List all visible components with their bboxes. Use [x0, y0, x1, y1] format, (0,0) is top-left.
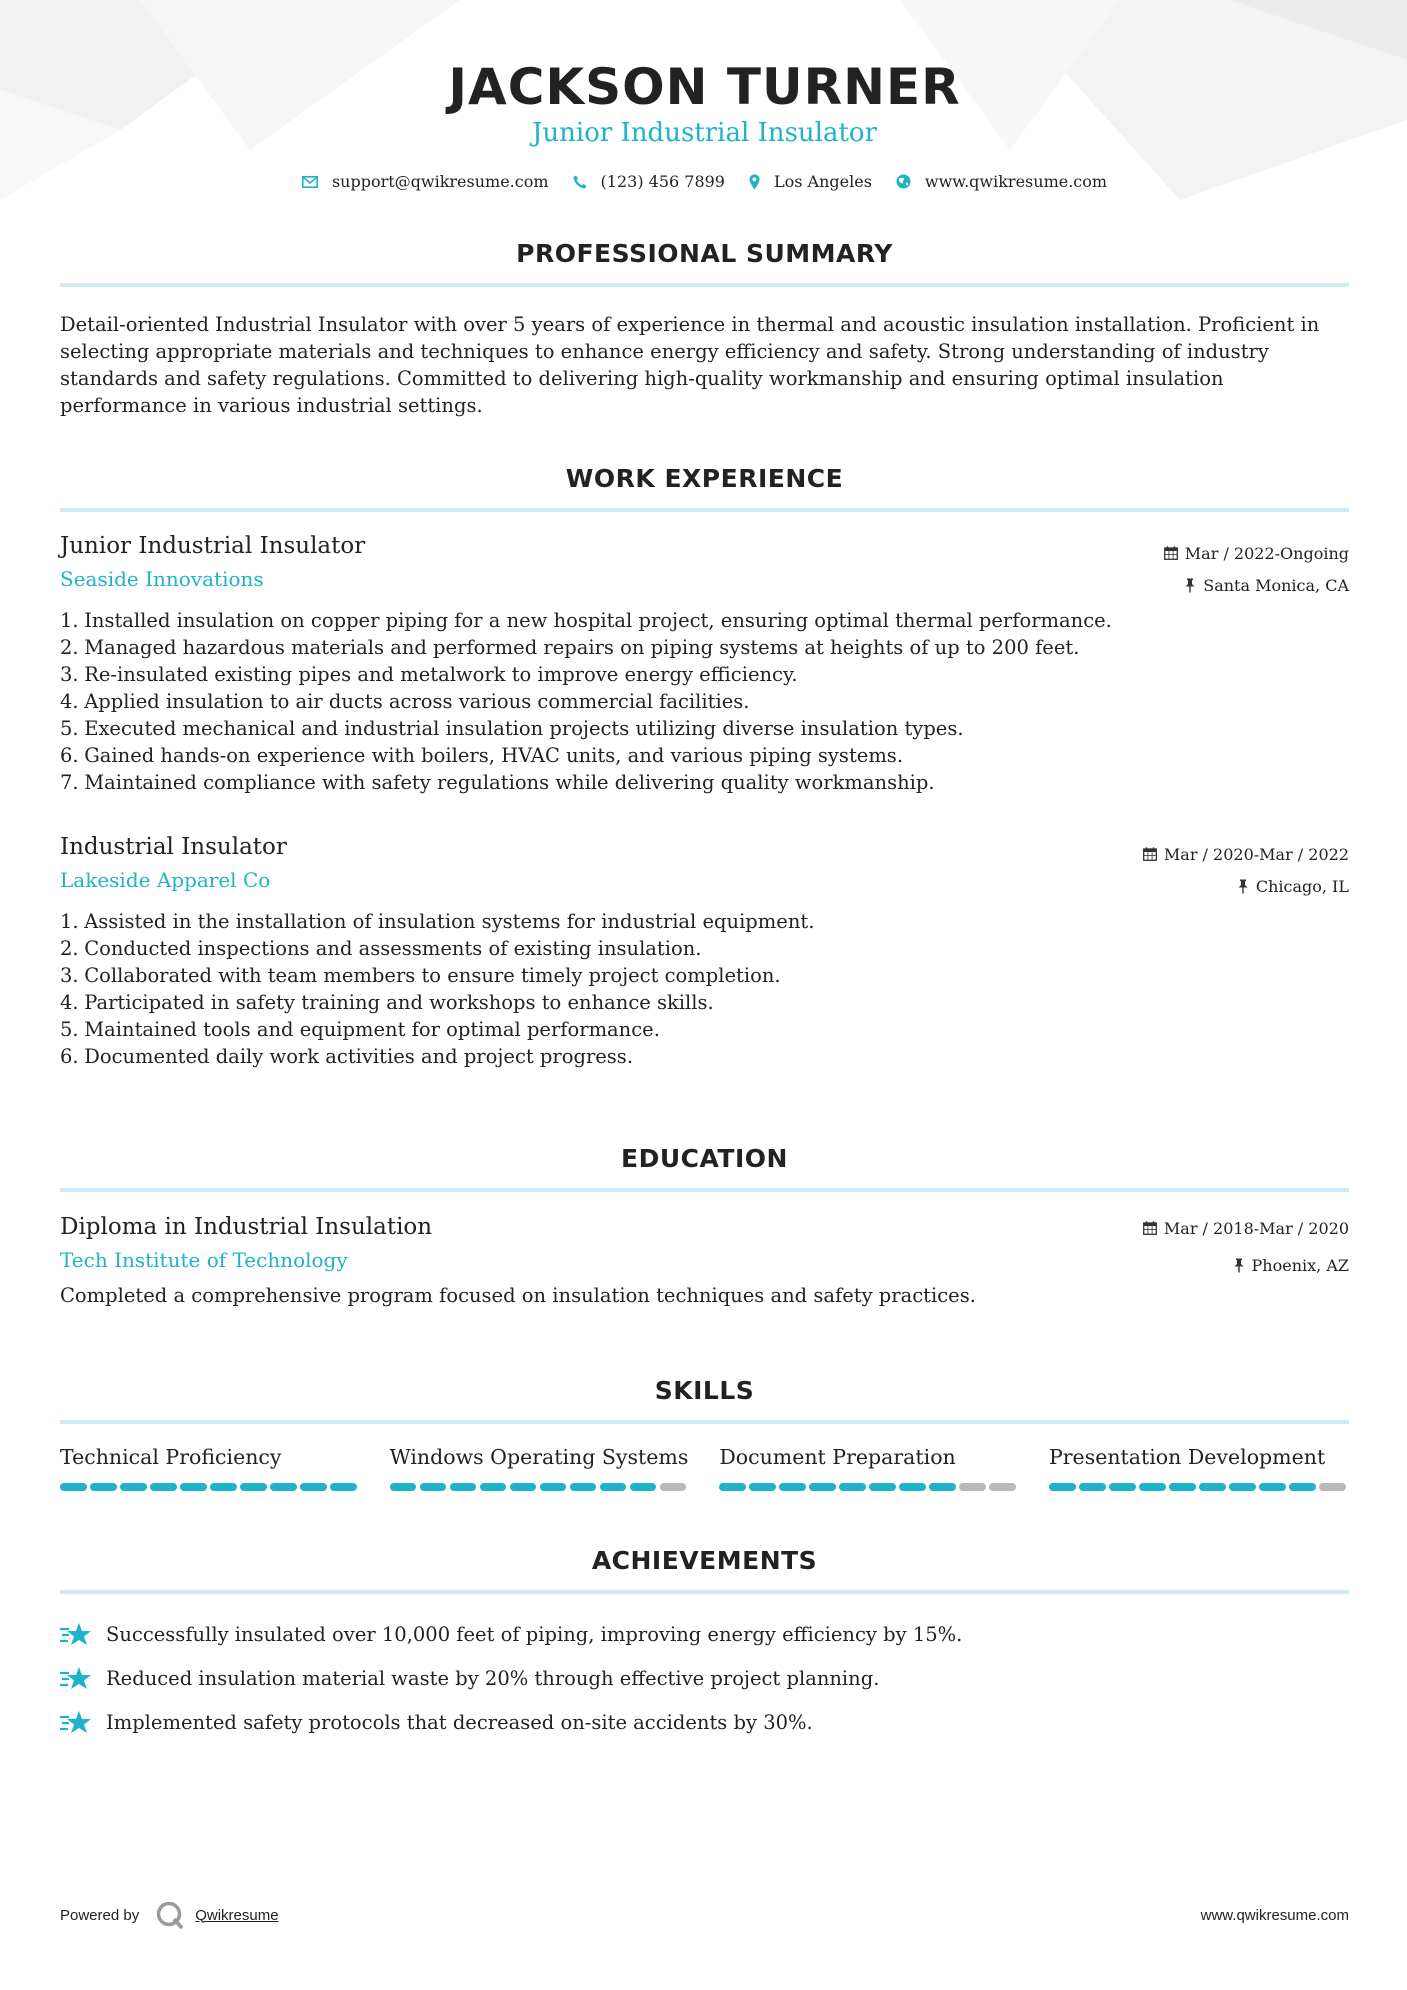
- skill-segment-filled: [779, 1483, 806, 1491]
- calendar-icon: [1164, 546, 1178, 560]
- list-item: 2. Managed hazardous materials and performed repairs on piping systems at heights of up to 200 feet.: [60, 636, 1080, 659]
- star-badge-icon: [60, 1709, 92, 1735]
- skill-segment-filled: [240, 1483, 267, 1491]
- education-location: [1143, 1255, 1349, 1275]
- skill-segment-filled: [450, 1483, 477, 1491]
- skill-segment-filled: [120, 1483, 147, 1491]
- education-location-text: Phoenix, AZ: [1251, 1255, 1349, 1275]
- job-meta: [1164, 543, 1349, 595]
- skills-heading: SKILLS: [654, 1376, 755, 1405]
- skill-rating-bar: [1049, 1483, 1349, 1491]
- job-location: [1164, 575, 1349, 595]
- education-dates-text: Mar / 2018-Mar / 2020: [1163, 1218, 1349, 1238]
- qwikresume-logo-icon: [155, 1900, 185, 1930]
- email-text: support@qwikresume.com: [331, 172, 549, 191]
- skill-item: [390, 1445, 690, 1491]
- skill-segment-filled: [420, 1483, 447, 1491]
- skill-segment-filled: [719, 1483, 746, 1491]
- achievement-item: [60, 1612, 1349, 1656]
- envelope-icon: [302, 176, 318, 188]
- list-item: 4. Applied insulation to air ducts across various commercial facilities.: [60, 690, 750, 713]
- skill-segment-filled: [90, 1483, 117, 1491]
- skill-segment-empty: [959, 1483, 986, 1491]
- candidate-name: JACKSON TURNER: [448, 58, 961, 116]
- school-name[interactable]: Tech Institute of Technology: [60, 1248, 348, 1272]
- list-item: 5. Maintained tools and equipment for optimal performance.: [60, 1018, 660, 1041]
- contact-email[interactable]: [302, 172, 549, 191]
- skill-segment-empty: [989, 1483, 1016, 1491]
- skill-segment-filled: [180, 1483, 207, 1491]
- skill-segment-empty: [1319, 1483, 1346, 1491]
- skill-segment-filled: [929, 1483, 956, 1491]
- skill-name: Technical Proficiency: [60, 1445, 282, 1469]
- skill-segment-filled: [809, 1483, 836, 1491]
- location-text: Los Angeles: [773, 172, 872, 191]
- skills-grid: [60, 1445, 1349, 1491]
- skill-segment-filled: [1199, 1483, 1226, 1491]
- star-badge-icon: [60, 1665, 92, 1691]
- job-role: Junior Industrial Insulator: [60, 533, 366, 559]
- map-marker-icon: [749, 174, 760, 190]
- contact-bar: [60, 172, 1349, 191]
- experience-divider: [60, 508, 1349, 512]
- summary-heading: PROFESSIONAL SUMMARY: [516, 239, 893, 268]
- job-entry: [60, 533, 1349, 796]
- list-item: 4. Participated in safety training and workshops to enhance skills.: [60, 991, 714, 1014]
- skill-name: Document Preparation: [719, 1445, 956, 1469]
- skill-segment-filled: [1079, 1483, 1106, 1491]
- achievement-item: [60, 1656, 1349, 1700]
- job-location-text: Santa Monica, CA: [1203, 575, 1349, 595]
- experience-heading: WORK EXPERIENCE: [565, 464, 844, 493]
- calendar-icon: [1143, 847, 1157, 861]
- skill-segment-filled: [270, 1483, 297, 1491]
- skill-segment-filled: [150, 1483, 177, 1491]
- skill-segment-filled: [1109, 1483, 1136, 1491]
- education-description: Completed a comprehensive program focused on insulation techniques and safety practices.: [60, 1284, 976, 1307]
- skill-segment-filled: [330, 1483, 357, 1491]
- job-dates-text: Mar / 2020-Mar / 2022: [1163, 844, 1349, 864]
- job-dates: [1164, 543, 1349, 563]
- footer-website[interactable]: www.qwikresume.com: [1200, 1907, 1349, 1924]
- job-role: Industrial Insulator: [60, 834, 287, 860]
- list-item: 6. Gained hands-on experience with boilers, HVAC units, and various piping systems.: [60, 744, 904, 767]
- skill-segment-filled: [749, 1483, 776, 1491]
- summary-divider: [60, 283, 1349, 287]
- skill-rating-bar: [60, 1483, 360, 1491]
- job-entry: [60, 834, 1349, 1070]
- contact-phone[interactable]: [573, 172, 725, 191]
- skill-item: [1049, 1445, 1349, 1491]
- list-item: 7. Maintained compliance with safety regulations while delivering quality workmanship.: [60, 771, 935, 794]
- skill-segment-filled: [630, 1483, 657, 1491]
- education-entry: [60, 1214, 1349, 1307]
- skill-item: [60, 1445, 360, 1491]
- skill-rating-bar: [390, 1483, 690, 1491]
- list-item: 3. Re-insulated existing pipes and metalwork to improve energy efficiency.: [60, 663, 798, 686]
- calendar-icon: [1143, 1221, 1157, 1235]
- candidate-title: Junior Industrial Insulator: [531, 118, 878, 148]
- skill-segment-filled: [300, 1483, 327, 1491]
- job-company[interactable]: Seaside Innovations: [60, 567, 264, 591]
- skill-segment-filled: [480, 1483, 507, 1491]
- contact-website[interactable]: [896, 172, 1107, 191]
- skill-segment-filled: [1169, 1483, 1196, 1491]
- skill-segment-filled: [600, 1483, 627, 1491]
- globe-icon: [896, 174, 911, 189]
- list-item: 1. Assisted in the installation of insulation systems for industrial equipment.: [60, 910, 815, 933]
- job-meta: [1143, 844, 1349, 896]
- summary-text: Detail-oriented Industrial Insulator with over 5 years of experience in thermal and acoustic insulation installation. Proficient in selecting appropriate materials and techniques to enhance energy efficiency and safety. Strong understanding of industry standards and safety regulations. Committed to delivering high-quality workmanship and ensuring optimal insulation performance in various industrial settings.: [60, 313, 1320, 417]
- job-responsibilities: [60, 908, 1349, 1070]
- list-item: 2. Conducted inspections and assessments of existing insulation.: [60, 937, 702, 960]
- job-responsibilities: [60, 607, 1349, 796]
- list-item: 1. Installed insulation on copper piping for a new hospital project, ensuring optimal thermal performance.: [60, 609, 1112, 632]
- job-company[interactable]: Lakeside Apparel Co: [60, 868, 271, 892]
- job-location: [1143, 876, 1349, 896]
- achievements-divider: [60, 1590, 1349, 1594]
- phone-text: (123) 456 7899: [600, 172, 725, 191]
- skill-segment-filled: [510, 1483, 537, 1491]
- skill-segment-filled: [1229, 1483, 1256, 1491]
- phone-icon: [573, 175, 587, 189]
- brand-link[interactable]: Qwikresume: [195, 1906, 279, 1924]
- job-location-text: Chicago, IL: [1255, 876, 1349, 896]
- list-item: 5. Executed mechanical and industrial insulation projects utilizing diverse insulation types.: [60, 717, 964, 740]
- degree-title: Diploma in Industrial Insulation: [60, 1214, 433, 1240]
- skill-name: Windows Operating Systems: [389, 1445, 689, 1469]
- skill-segment-filled: [899, 1483, 926, 1491]
- skill-segment-filled: [210, 1483, 237, 1491]
- star-badge-icon: [60, 1621, 92, 1647]
- skills-divider: [60, 1420, 1349, 1424]
- skill-segment-empty: [660, 1483, 687, 1491]
- list-item: 6. Documented daily work activities and project progress.: [60, 1045, 634, 1068]
- skill-segment-filled: [570, 1483, 597, 1491]
- pushpin-icon: [1233, 1258, 1245, 1273]
- education-divider: [60, 1188, 1349, 1192]
- achievements-heading: ACHIEVEMENTS: [591, 1546, 818, 1575]
- skill-segment-filled: [540, 1483, 567, 1491]
- list-item: 3. Collaborated with team members to ensure timely project completion.: [60, 964, 781, 987]
- skill-segment-filled: [1049, 1483, 1076, 1491]
- pushpin-icon: [1184, 578, 1196, 593]
- achievement-text: Implemented safety protocols that decreased on-site accidents by 30%.: [106, 1710, 813, 1734]
- achievement-item: [60, 1700, 1349, 1744]
- skill-segment-filled: [390, 1483, 417, 1491]
- achievement-text: Successfully insulated over 10,000 feet of piping, improving energy efficiency by 15%.: [106, 1622, 963, 1646]
- education-heading: EDUCATION: [621, 1144, 788, 1173]
- skill-segment-filled: [1289, 1483, 1316, 1491]
- skill-segment-filled: [839, 1483, 866, 1491]
- education-dates: [1143, 1218, 1349, 1238]
- achievement-text: Reduced insulation material waste by 20% through effective project planning.: [106, 1666, 880, 1690]
- skill-segment-filled: [1259, 1483, 1286, 1491]
- job-dates-text: Mar / 2022-Ongoing: [1184, 543, 1349, 563]
- pushpin-icon: [1237, 879, 1249, 894]
- education-meta: [1143, 1218, 1349, 1275]
- powered-by-label: Powered by: [60, 1906, 140, 1924]
- skill-segment-filled: [869, 1483, 896, 1491]
- website-text: www.qwikresume.com: [924, 172, 1108, 191]
- skill-segment-filled: [1139, 1483, 1166, 1491]
- skill-segment-filled: [60, 1483, 87, 1491]
- footer-powered-by: [60, 1900, 279, 1930]
- skill-rating-bar: [719, 1483, 1019, 1491]
- contact-location: [749, 172, 872, 191]
- achievements-list: [60, 1612, 1349, 1744]
- skill-name: Presentation Development: [1048, 1445, 1326, 1469]
- skill-item: [719, 1445, 1019, 1491]
- job-dates: [1143, 844, 1349, 864]
